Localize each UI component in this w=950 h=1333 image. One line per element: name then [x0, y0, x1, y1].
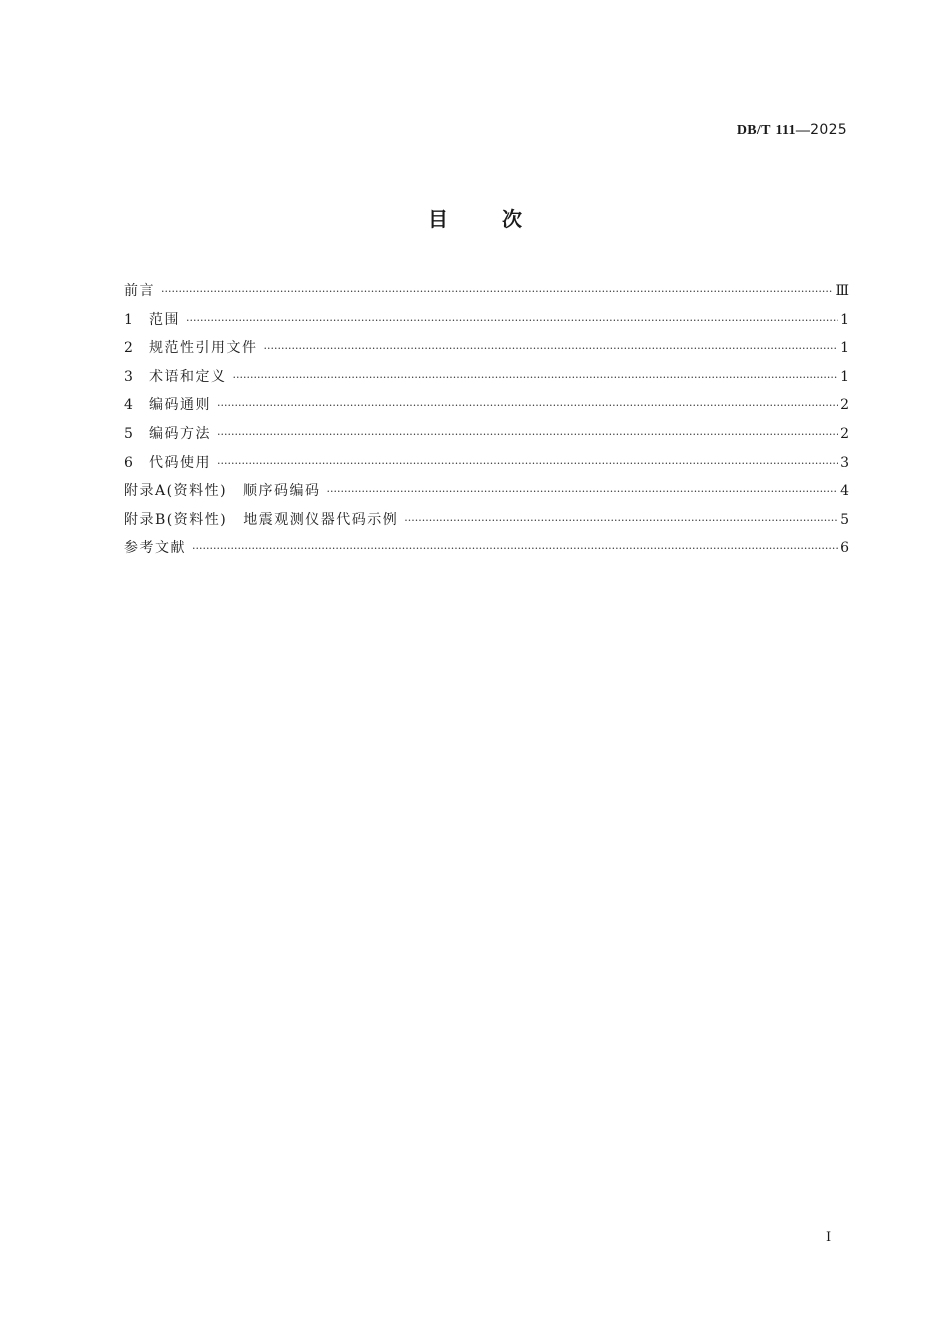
title-char-1: 目: [428, 207, 448, 231]
title-char-2: 次: [502, 207, 522, 231]
toc-entry-page: 1: [840, 340, 849, 357]
toc-entry-label: 4 编码通则: [124, 397, 211, 414]
toc-entry-appendix-b[interactable]: [124, 509, 849, 538]
toc-entry-page: 1: [840, 311, 849, 328]
toc-leader-dots: [264, 342, 839, 355]
toc-entry-normative-references[interactable]: [124, 337, 849, 366]
toc-leader-dots: [186, 314, 838, 327]
table-of-contents: [124, 280, 849, 566]
toc-entry-label: 5 编码方法: [124, 425, 211, 442]
toc-entry-page: 4: [840, 483, 849, 500]
standard-code: [737, 122, 847, 139]
toc-entry-terms-definitions[interactable]: [124, 366, 849, 395]
toc-entry-foreword[interactable]: [124, 280, 849, 309]
toc-entry-coding-methods[interactable]: [124, 423, 849, 452]
toc-leader-dots: [161, 285, 833, 298]
page-number: I: [826, 1230, 832, 1245]
toc-entry-scope[interactable]: [124, 309, 849, 338]
standard-prefix: DB/T: [736, 123, 771, 138]
toc-leader-dots: [217, 457, 838, 470]
toc-entry-page: 1: [840, 368, 849, 385]
toc-leader-dots: [404, 514, 838, 527]
standard-number: 111: [775, 123, 796, 138]
toc-leader-dots: [192, 542, 838, 555]
toc-entry-label: 3 术语和定义: [124, 368, 227, 385]
toc-entry-code-usage[interactable]: [124, 452, 849, 481]
toc-entry-label: 参考文献: [124, 540, 186, 557]
standard-year: 2025: [810, 122, 847, 138]
toc-entry-page: 2: [840, 425, 849, 442]
toc-entry-page: 6: [840, 540, 849, 557]
toc-entry-page: Ⅲ: [835, 283, 849, 299]
toc-entry-appendix-a[interactable]: [124, 480, 849, 509]
toc-leader-dots: [327, 485, 839, 498]
toc-entry-page: 5: [840, 511, 849, 528]
toc-entry-label: 附录B(资料性) 地震观测仪器代码示例: [124, 511, 399, 528]
toc-entry-page: 3: [840, 454, 849, 471]
toc-entry-label: 6 代码使用: [124, 454, 211, 471]
page-title: [0, 203, 950, 232]
toc-leader-dots: [217, 399, 838, 412]
toc-entry-coding-general-rules[interactable]: [124, 394, 849, 423]
toc-leader-dots: [217, 428, 838, 441]
toc-entry-page: 2: [840, 397, 849, 414]
toc-entry-label: 2 规范性引用文件: [124, 340, 258, 357]
toc-entry-bibliography[interactable]: [124, 537, 849, 566]
standard-dash: —: [795, 123, 811, 138]
toc-entry-label: 前言: [124, 283, 155, 299]
toc-leader-dots: [233, 371, 839, 384]
toc-entry-label: 附录A(资料性) 顺序码编码: [124, 483, 321, 500]
toc-entry-label: 1 范围: [124, 311, 180, 328]
